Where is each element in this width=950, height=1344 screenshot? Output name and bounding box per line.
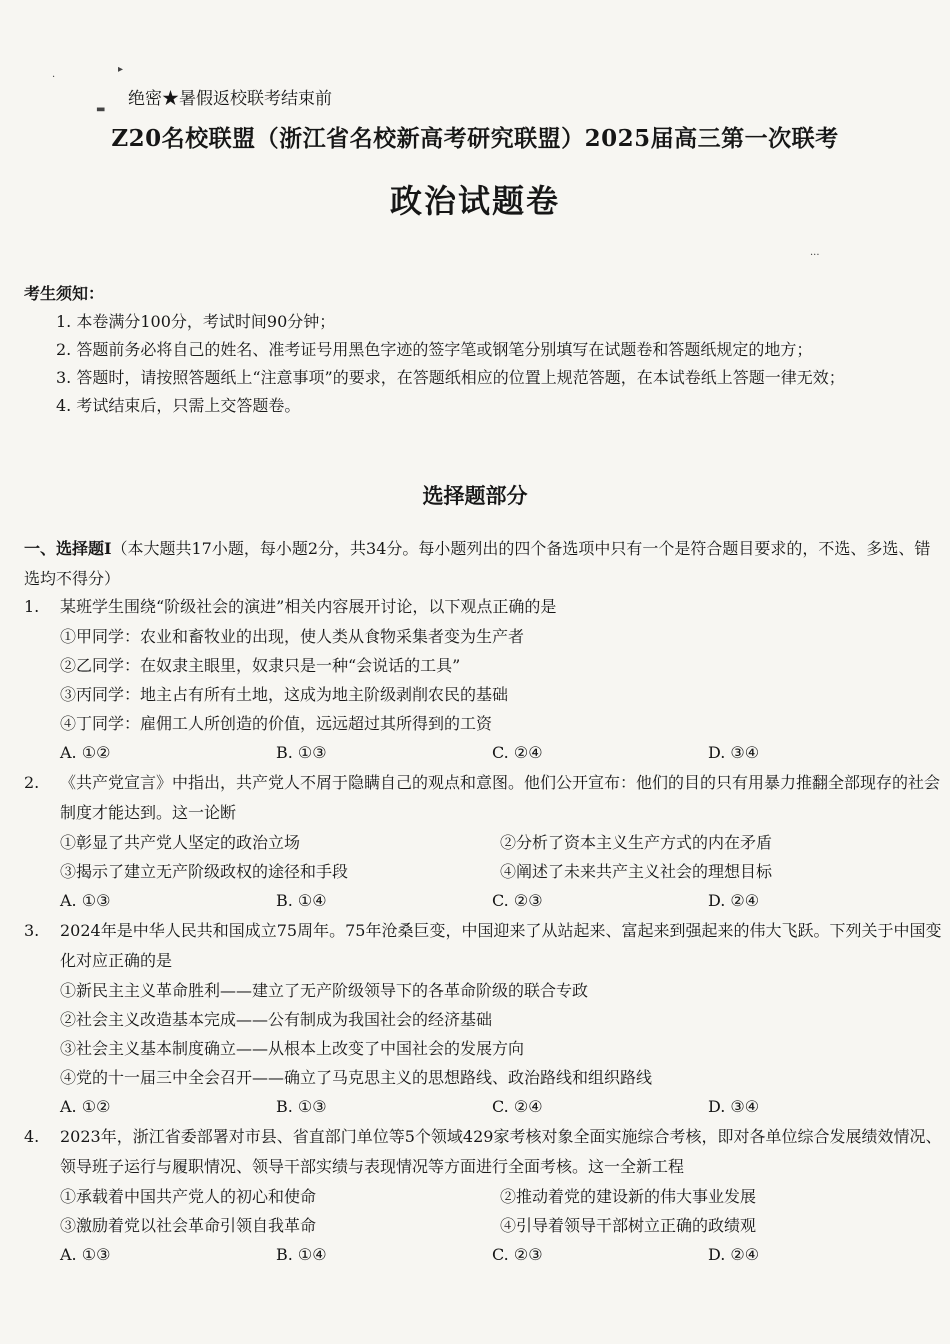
option-a[interactable]: A. ①② <box>60 743 111 762</box>
question-list <box>24 592 946 1270</box>
statement: ②乙同学：在奴隶主眼里，奴隶只是一种“会说话的工具” <box>60 656 461 675</box>
secret-mark: 绝密★暑假返校联考结束前 <box>128 89 332 109</box>
question-4 <box>24 1122 946 1270</box>
notice-item: 1. 本卷满分100分，考试时间90分钟； <box>56 312 336 331</box>
statement: ①承载着中国共产党人的初心和使命 <box>60 1187 317 1206</box>
statement: ①甲同学：农业和畜牧业的出现，使人类从食物采集者变为生产者 <box>60 627 525 646</box>
question-2 <box>24 768 946 916</box>
statement: ②社会主义改造基本完成——公有制成为我国社会的经济基础 <box>60 1010 493 1029</box>
statement: ③社会主义基本制度确立——从根本上改变了中国社会的发展方向 <box>60 1039 525 1058</box>
statement: ④引导着领导干部树立正确的政绩观 <box>500 1216 757 1235</box>
scan-mark: ··· <box>810 250 820 261</box>
option-a[interactable]: A. ①② <box>60 1097 111 1116</box>
statement: ③激励着党以社会革命引领自我革命 <box>60 1216 317 1235</box>
question-number: 2. <box>24 773 40 792</box>
part-heading <box>24 534 944 594</box>
scan-mark: ▸ <box>118 64 124 75</box>
option-b[interactable]: B. ①④ <box>276 891 327 910</box>
question-stem: 《共产党宣言》中指出，共产党人不屑于隐瞒自己的观点和意图。他们公开宣布：他们的目的只有用暴力推翻全部现存的社会制度才能达到。这一论断 <box>60 773 941 822</box>
option-d[interactable]: D. ③④ <box>708 1097 760 1116</box>
question-stem: 某班学生围绕“阶级社会的演进”相关内容展开讨论，以下观点正确的是 <box>60 597 557 616</box>
question-number: 1. <box>24 597 40 616</box>
section-title: 选择题部分 <box>422 483 528 508</box>
notice-title: 考生须知： <box>24 284 105 303</box>
statement: ④丁同学：雇佣工人所创造的价值，远远超过其所得到的工资 <box>60 714 493 733</box>
notice-item: 2. 答题前务必将自己的姓名、准考证号用黑色字迹的签字笔或钢笔分别填写在试题卷和答题纸规定的地方； <box>56 340 813 359</box>
option-c[interactable]: C. ②④ <box>492 743 543 762</box>
statement: ①新民主主义革命胜利——建立了无产阶级领导下的各革命阶级的联合专政 <box>60 981 589 1000</box>
question-1 <box>24 592 946 768</box>
scan-mark: ▬ <box>96 104 106 115</box>
option-a[interactable]: A. ①③ <box>60 1245 111 1264</box>
exam-title: Z20名校联盟（浙江省名校新高考研究联盟）2025届高三第一次联考 <box>111 125 839 152</box>
notice-item: 4. 考试结束后，只需上交答题卷。 <box>56 396 301 415</box>
question-stem: 2023年，浙江省委部署对市县、省直部门单位等5个领域429家考核对象全面实施综合考核，即对各单位综合发展绩效情况、领导班子运行与履职情况、领导干部实绩与表现情况等方面进行全面考核。这一全新工程 <box>60 1127 942 1176</box>
question-number: 3. <box>24 921 40 940</box>
statement: ①彰显了共产党人坚定的政治立场 <box>60 833 301 852</box>
statement: ④党的十一届三中全会召开——确立了马克思主义的思想路线、政治路线和组织路线 <box>60 1068 653 1087</box>
answer-options <box>24 738 946 768</box>
statement: ②推动着党的建设新的伟大事业发展 <box>500 1187 757 1206</box>
statement: ④阐述了未来共产主义社会的理想目标 <box>500 862 773 881</box>
option-b[interactable]: B. ①④ <box>276 1245 327 1264</box>
statement-grid <box>24 1182 946 1240</box>
option-d[interactable]: D. ②④ <box>708 1245 760 1264</box>
statement-grid <box>24 828 946 886</box>
exam-subtitle: 政治试题卷 <box>389 182 560 220</box>
question-stem: 2024年是中华人民共和国成立75周年。75年沧桑巨变，中国迎来了从站起来、富起来到强起来的伟大飞跃。下列关于中国变化对应正确的是 <box>60 921 942 970</box>
option-c[interactable]: C. ②③ <box>492 891 543 910</box>
question-number: 4. <box>24 1127 40 1146</box>
candidate-notice <box>24 281 944 420</box>
option-d[interactable]: D. ②④ <box>708 891 760 910</box>
answer-options <box>24 1240 946 1270</box>
answer-options <box>24 1092 946 1122</box>
option-b[interactable]: B. ①③ <box>276 743 327 762</box>
part-description: （本大题共17小题，每小题2分，共34分。每小题列出的四个备选项中只有一个是符合题目要求的，不选、多选、错选均不得分） <box>24 539 931 588</box>
statement: ③揭示了建立无产阶级政权的途径和手段 <box>60 862 349 881</box>
question-3 <box>24 916 946 1122</box>
notice-item: 3. 答题时，请按照答题纸上“注意事项”的要求，在答题纸相应的位置上规范答题，在本试卷纸上答题一律无效； <box>56 368 845 387</box>
scan-mark: · <box>52 72 56 83</box>
option-c[interactable]: C. ②④ <box>492 1097 543 1116</box>
statement: ③丙同学：地主占有所有土地，这成为地主阶级剥削农民的基础 <box>60 685 509 704</box>
option-a[interactable]: A. ①③ <box>60 891 111 910</box>
option-b[interactable]: B. ①③ <box>276 1097 327 1116</box>
option-c[interactable]: C. ②③ <box>492 1245 543 1264</box>
statement: ②分析了资本主义生产方式的内在矛盾 <box>500 833 773 852</box>
part-lead: 一、选择题Ⅰ <box>24 539 112 558</box>
option-d[interactable]: D. ③④ <box>708 743 760 762</box>
answer-options <box>24 886 946 916</box>
